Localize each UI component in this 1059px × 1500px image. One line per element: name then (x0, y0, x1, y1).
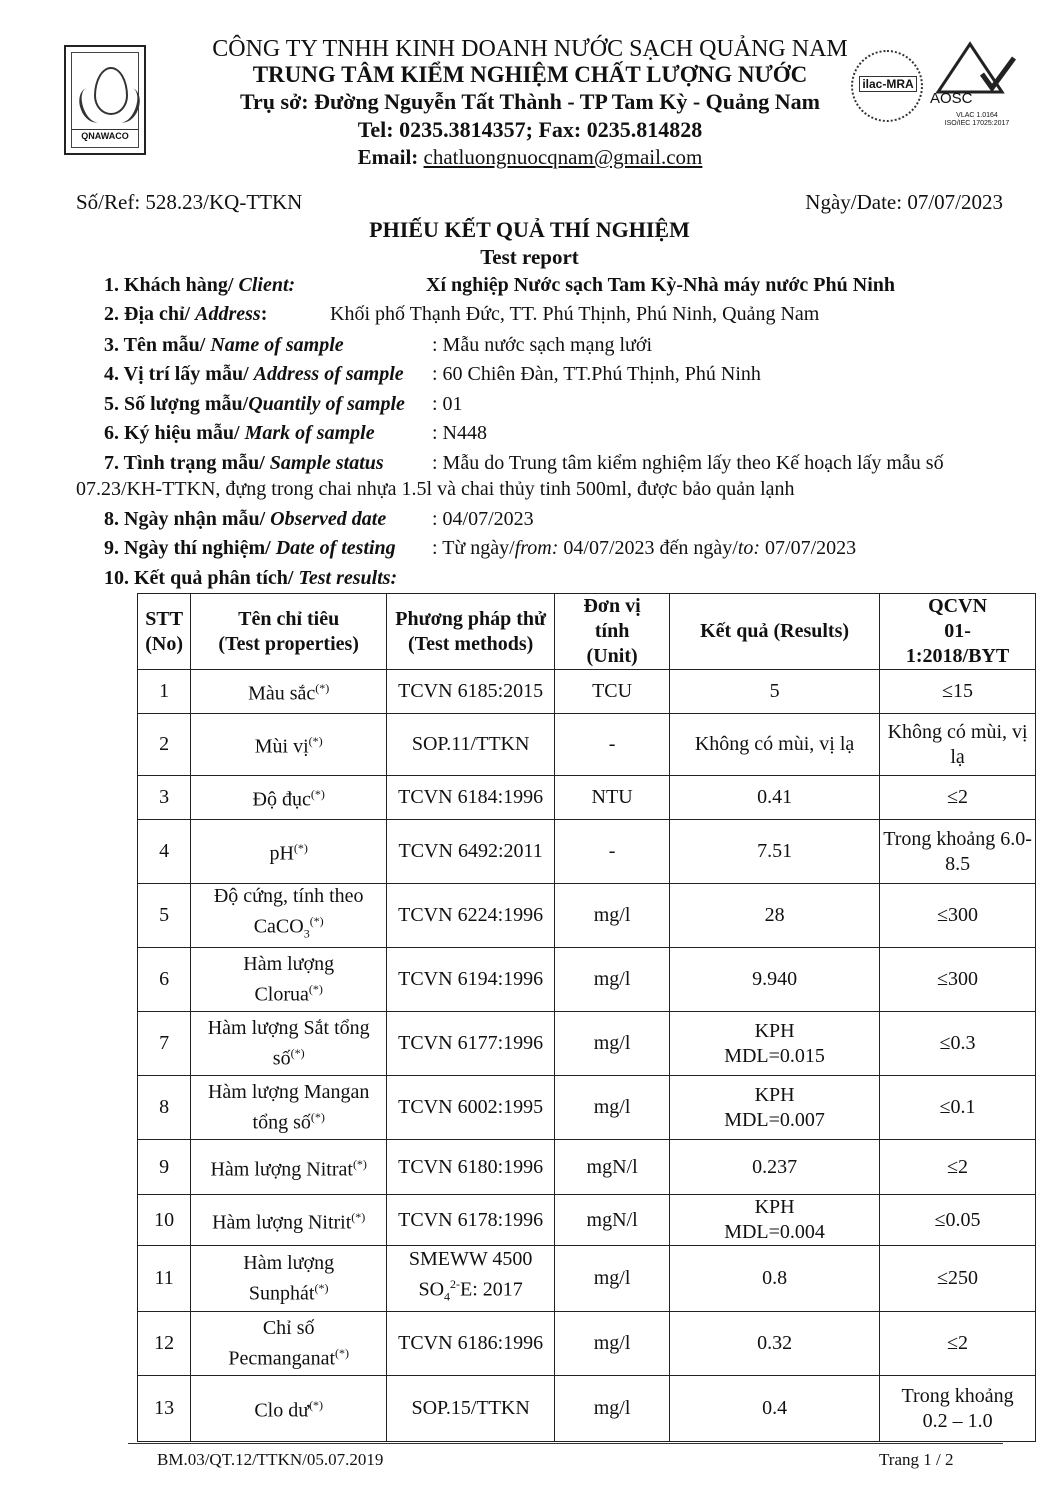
table-cell: TCU (555, 670, 670, 714)
table-cell: TCVN 6184:1996 (387, 776, 555, 820)
aosc-label: AOSC (930, 90, 973, 107)
table-row (138, 1140, 1036, 1195)
table-cell: ≤15 (880, 670, 1036, 714)
table-cell: ≤300 (880, 884, 1036, 948)
table-cell: mg/l (555, 884, 670, 948)
table-cell: 2 (138, 714, 191, 776)
table-cell: TCVN 6194:1996 (387, 948, 555, 1012)
table-cell: mg/l (555, 1012, 670, 1076)
info-mark: 6. Ký hiệu mẫu/ Mark of sample : N448 (104, 422, 487, 444)
table-row (138, 670, 1036, 714)
header-no: STT (No) (138, 594, 191, 670)
table-row (138, 714, 1036, 776)
sample-location-value: : 60 Chiên Đàn, TT.Phú Thịnh, Phú Ninh (432, 363, 761, 385)
table-cell: KPH MDL=0.004 (670, 1195, 880, 1246)
info-sample-location: 4. Vị trí lấy mẫu/ Address of sample : 60 Chiên Đàn, TT.Phú Thịnh, Phú Ninh (104, 363, 761, 385)
table-row (138, 820, 1036, 884)
table-cell: 0.32 (670, 1312, 880, 1376)
accreditation-code (932, 112, 1022, 128)
header-methods: Phương pháp thử (Test methods) (387, 594, 555, 670)
table-cell: Không có mùi, vị lạ (880, 714, 1036, 776)
table-cell: Trong khoảng 0.2 – 1.0 (880, 1376, 1036, 1442)
table-cell: ≤2 (880, 776, 1036, 820)
status-value: : Mẫu do Trung tâm kiểm nghiệm lấy theo Kế hoạch lấy mẫu số (432, 452, 944, 474)
info-client: 1. Khách hàng/ Client: Xí nghiệp Nước sạch Tam Kỳ-Nhà máy nước Phú Ninh (104, 274, 896, 296)
report-subtitle: Test report (480, 245, 579, 269)
table-cell: TCVN 6185:2015 (387, 670, 555, 714)
table-cell: 6 (138, 948, 191, 1012)
header-email (160, 145, 900, 170)
aosc-logo (930, 40, 1020, 130)
table-cell: ≤2 (880, 1140, 1036, 1195)
table-cell: 8 (138, 1076, 191, 1140)
table-cell: mg/l (555, 948, 670, 1012)
table-row (138, 1076, 1036, 1140)
table-cell: mg/l (555, 1312, 670, 1376)
table-cell: ≤2 (880, 1312, 1036, 1376)
sample-name-value: : Mẫu nước sạch mạng lưới (432, 334, 653, 356)
table-cell: mg/l (555, 1076, 670, 1140)
table-cell: 5 (670, 670, 880, 714)
quantity-value: : 01 (432, 393, 463, 415)
header-result: Kết quả (Results) (670, 594, 880, 670)
table-cell: ≤300 (880, 948, 1036, 1012)
table-cell: NTU (555, 776, 670, 820)
table-cell: 4 (138, 820, 191, 884)
table-cell: ≤250 (880, 1246, 1036, 1312)
table-cell: ≤0.05 (880, 1195, 1036, 1246)
table-cell: 7.51 (670, 820, 880, 884)
vilas-code: VLAC 1.0164 (956, 112, 998, 119)
table-cell: 13 (138, 1376, 191, 1442)
table-cell: 28 (670, 884, 880, 948)
table-row (138, 1195, 1036, 1246)
info-quantity: 5. Số lượng mẫu/Quantily of sample : 01 (104, 393, 463, 415)
info-received: 8. Ngày nhận mẫu/ Observed date : 04/07/2023 (104, 508, 534, 530)
table-cell: 5 (138, 884, 191, 948)
ilac-text: ilac-MRA (859, 76, 917, 92)
table-cell: 11 (138, 1246, 191, 1312)
ilac-mra-logo (851, 50, 923, 122)
table-cell: Hàm lượng Clorua(*) (191, 948, 387, 1012)
info-results: 10. Kết quả phân tích/ Test results: (104, 567, 398, 589)
status-value-line2: 07.23/KH-TTKN, đựng trong chai nhựa 1.5l và chai thủy tinh 500ml, được bảo quản lạnh (76, 478, 795, 500)
table-cell: ≤0.3 (880, 1012, 1036, 1076)
table-cell: SMEWW 4500 $SO_4^{2-}E$: 2017 (387, 1246, 555, 1312)
table-cell: Trong khoảng 6.0-8.5 (880, 820, 1036, 884)
email-label: Email: (357, 145, 424, 169)
table-cell: 9 (138, 1140, 191, 1195)
table-cell: TCVN 6186:1996 (387, 1312, 555, 1376)
table-cell: Hàm lượng Sunphát(*) (191, 1246, 387, 1312)
table-cell: pH(*) (191, 820, 387, 884)
header-qcvn: QCVN 01- 1:2018/BYT (880, 594, 1036, 670)
report-title: PHIẾU KẾT QUẢ THÍ NGHIỆM (369, 217, 690, 242)
email-link[interactable]: chatluongnuocqnam@gmail.com (423, 145, 703, 169)
table-row (138, 776, 1036, 820)
center-name: TRUNG TÂM KIỂM NGHIỆM CHẤT LƯỢNG NƯỚC (252, 62, 808, 87)
table-cell: Không có mùi, vị lạ (670, 714, 880, 776)
table-cell: Hàm lượng Nitrat(*) (191, 1140, 387, 1195)
table-cell: Độ cứng, tính theo CaCO$_3$(*) (191, 884, 387, 948)
table-row (138, 1012, 1036, 1076)
table-cell: 0.237 (670, 1140, 880, 1195)
table-cell: SOP.11/TTKN (387, 714, 555, 776)
table-cell: Màu sắc(*) (191, 670, 387, 714)
table-cell: TCVN 6492:2011 (387, 820, 555, 884)
testing-date-value: : Từ ngày/from: 04/07/2023 đến ngày/to: 07/07/2023 (432, 537, 857, 559)
table-cell: 0.41 (670, 776, 880, 820)
table-cell: TCVN 6224:1996 (387, 884, 555, 948)
aosc-triangle-icon (930, 40, 1020, 96)
received-value: : 04/07/2023 (432, 508, 534, 530)
page-number: Trang 1 / 2 (879, 1450, 954, 1469)
table-cell: TCVN 6180:1996 (387, 1140, 555, 1195)
company-name: CÔNG TY TNHH KINH DOANH NƯỚC SẠCH QUẢNG NAM (212, 36, 848, 62)
table-cell: 12 (138, 1312, 191, 1376)
table-cell: 1 (138, 670, 191, 714)
table-row (138, 884, 1036, 948)
table-cell: Mùi vị(*) (191, 714, 387, 776)
table-header-row (138, 594, 1036, 670)
table-cell: 0.4 (670, 1376, 880, 1442)
table-cell: TCVN 6177:1996 (387, 1012, 555, 1076)
results-table (137, 593, 1036, 1442)
report-date: Ngày/Date: 07/07/2023 (805, 190, 1003, 214)
table-cell: Chỉ số Pecmanganat(*) (191, 1312, 387, 1376)
info-status: 7. Tình trạng mẫu/ Sample status : Mẫu do Trung tâm kiểm nghiệm lấy theo Kế hoạch lấy mẫu số (104, 452, 944, 474)
iso-code: ISO/IEC 17025:2017 (944, 120, 1010, 127)
reference-number: Số/Ref: 528.23/KQ-TTKN (76, 190, 303, 214)
table-cell: mgN/l (555, 1195, 670, 1246)
table-cell: mgN/l (555, 1140, 670, 1195)
table-row (138, 1312, 1036, 1376)
qnawaco-logo (64, 45, 146, 155)
table-cell: TCVN 6178:1996 (387, 1195, 555, 1246)
table-cell: 0.8 (670, 1246, 880, 1312)
table-cell: 3 (138, 776, 191, 820)
table-cell: 10 (138, 1195, 191, 1246)
table-cell: - (555, 714, 670, 776)
table-cell: Hàm lượng Mangan tổng số(*) (191, 1076, 387, 1140)
mark-value: : N448 (432, 422, 487, 444)
info-address: 2. Địa chỉ/ Address: Khối phố Thạnh Đức, TT. Phú Thịnh, Phú Ninh, Quảng Nam (104, 303, 820, 325)
table-row (138, 948, 1036, 1012)
table-cell: Độ đục(*) (191, 776, 387, 820)
client-value: Xí nghiệp Nước sạch Tam Kỳ-Nhà máy nước Phú Ninh (426, 274, 896, 296)
table-cell: Hàm lượng Nitrit(*) (191, 1195, 387, 1246)
header-tel: Tel: 0235.3814357; Fax: 0235.814828 (357, 117, 703, 142)
table-cell: 9.940 (670, 948, 880, 1012)
header-properties: Tên chỉ tiêu (Test properties) (191, 594, 387, 670)
info-sample-name: 3. Tên mẫu/ Name of sample : Mẫu nước sạch mạng lưới (104, 334, 653, 356)
form-code: BM.03/QT.12/TTKN/05.07.2019 (157, 1450, 384, 1469)
table-cell: Hàm lượng Sắt tổng số(*) (191, 1012, 387, 1076)
table-cell: - (555, 820, 670, 884)
table-cell: mg/l (555, 1246, 670, 1312)
address-value: Khối phố Thạnh Đức, TT. Phú Thịnh, Phú Ninh, Quảng Nam (330, 303, 820, 325)
table-cell: KPH MDL=0.015 (670, 1012, 880, 1076)
table-cell: ≤0.1 (880, 1076, 1036, 1140)
table-row (138, 1246, 1036, 1312)
table-cell: SOP.15/TTKN (387, 1376, 555, 1442)
header-address: Trụ sở: Đường Nguyễn Tất Thành - TP Tam Kỳ - Quảng Nam (240, 89, 820, 114)
table-cell: 7 (138, 1012, 191, 1076)
table-cell: Clo dư(*) (191, 1376, 387, 1442)
footer-divider (128, 1443, 1003, 1444)
table-cell: TCVN 6002:1995 (387, 1076, 555, 1140)
header-unit: Đơn vị tính (Unit) (555, 594, 670, 670)
info-testing-date: 9. Ngày thí nghiệm/ Date of testing : Từ ngày/from: 04/07/2023 đến ngày/to: 07/07/2023 (104, 537, 857, 559)
table-cell: mg/l (555, 1376, 670, 1442)
table-row (138, 1376, 1036, 1442)
logo-text: QNAWACO (72, 129, 138, 141)
table-cell: KPH MDL=0.007 (670, 1076, 880, 1140)
